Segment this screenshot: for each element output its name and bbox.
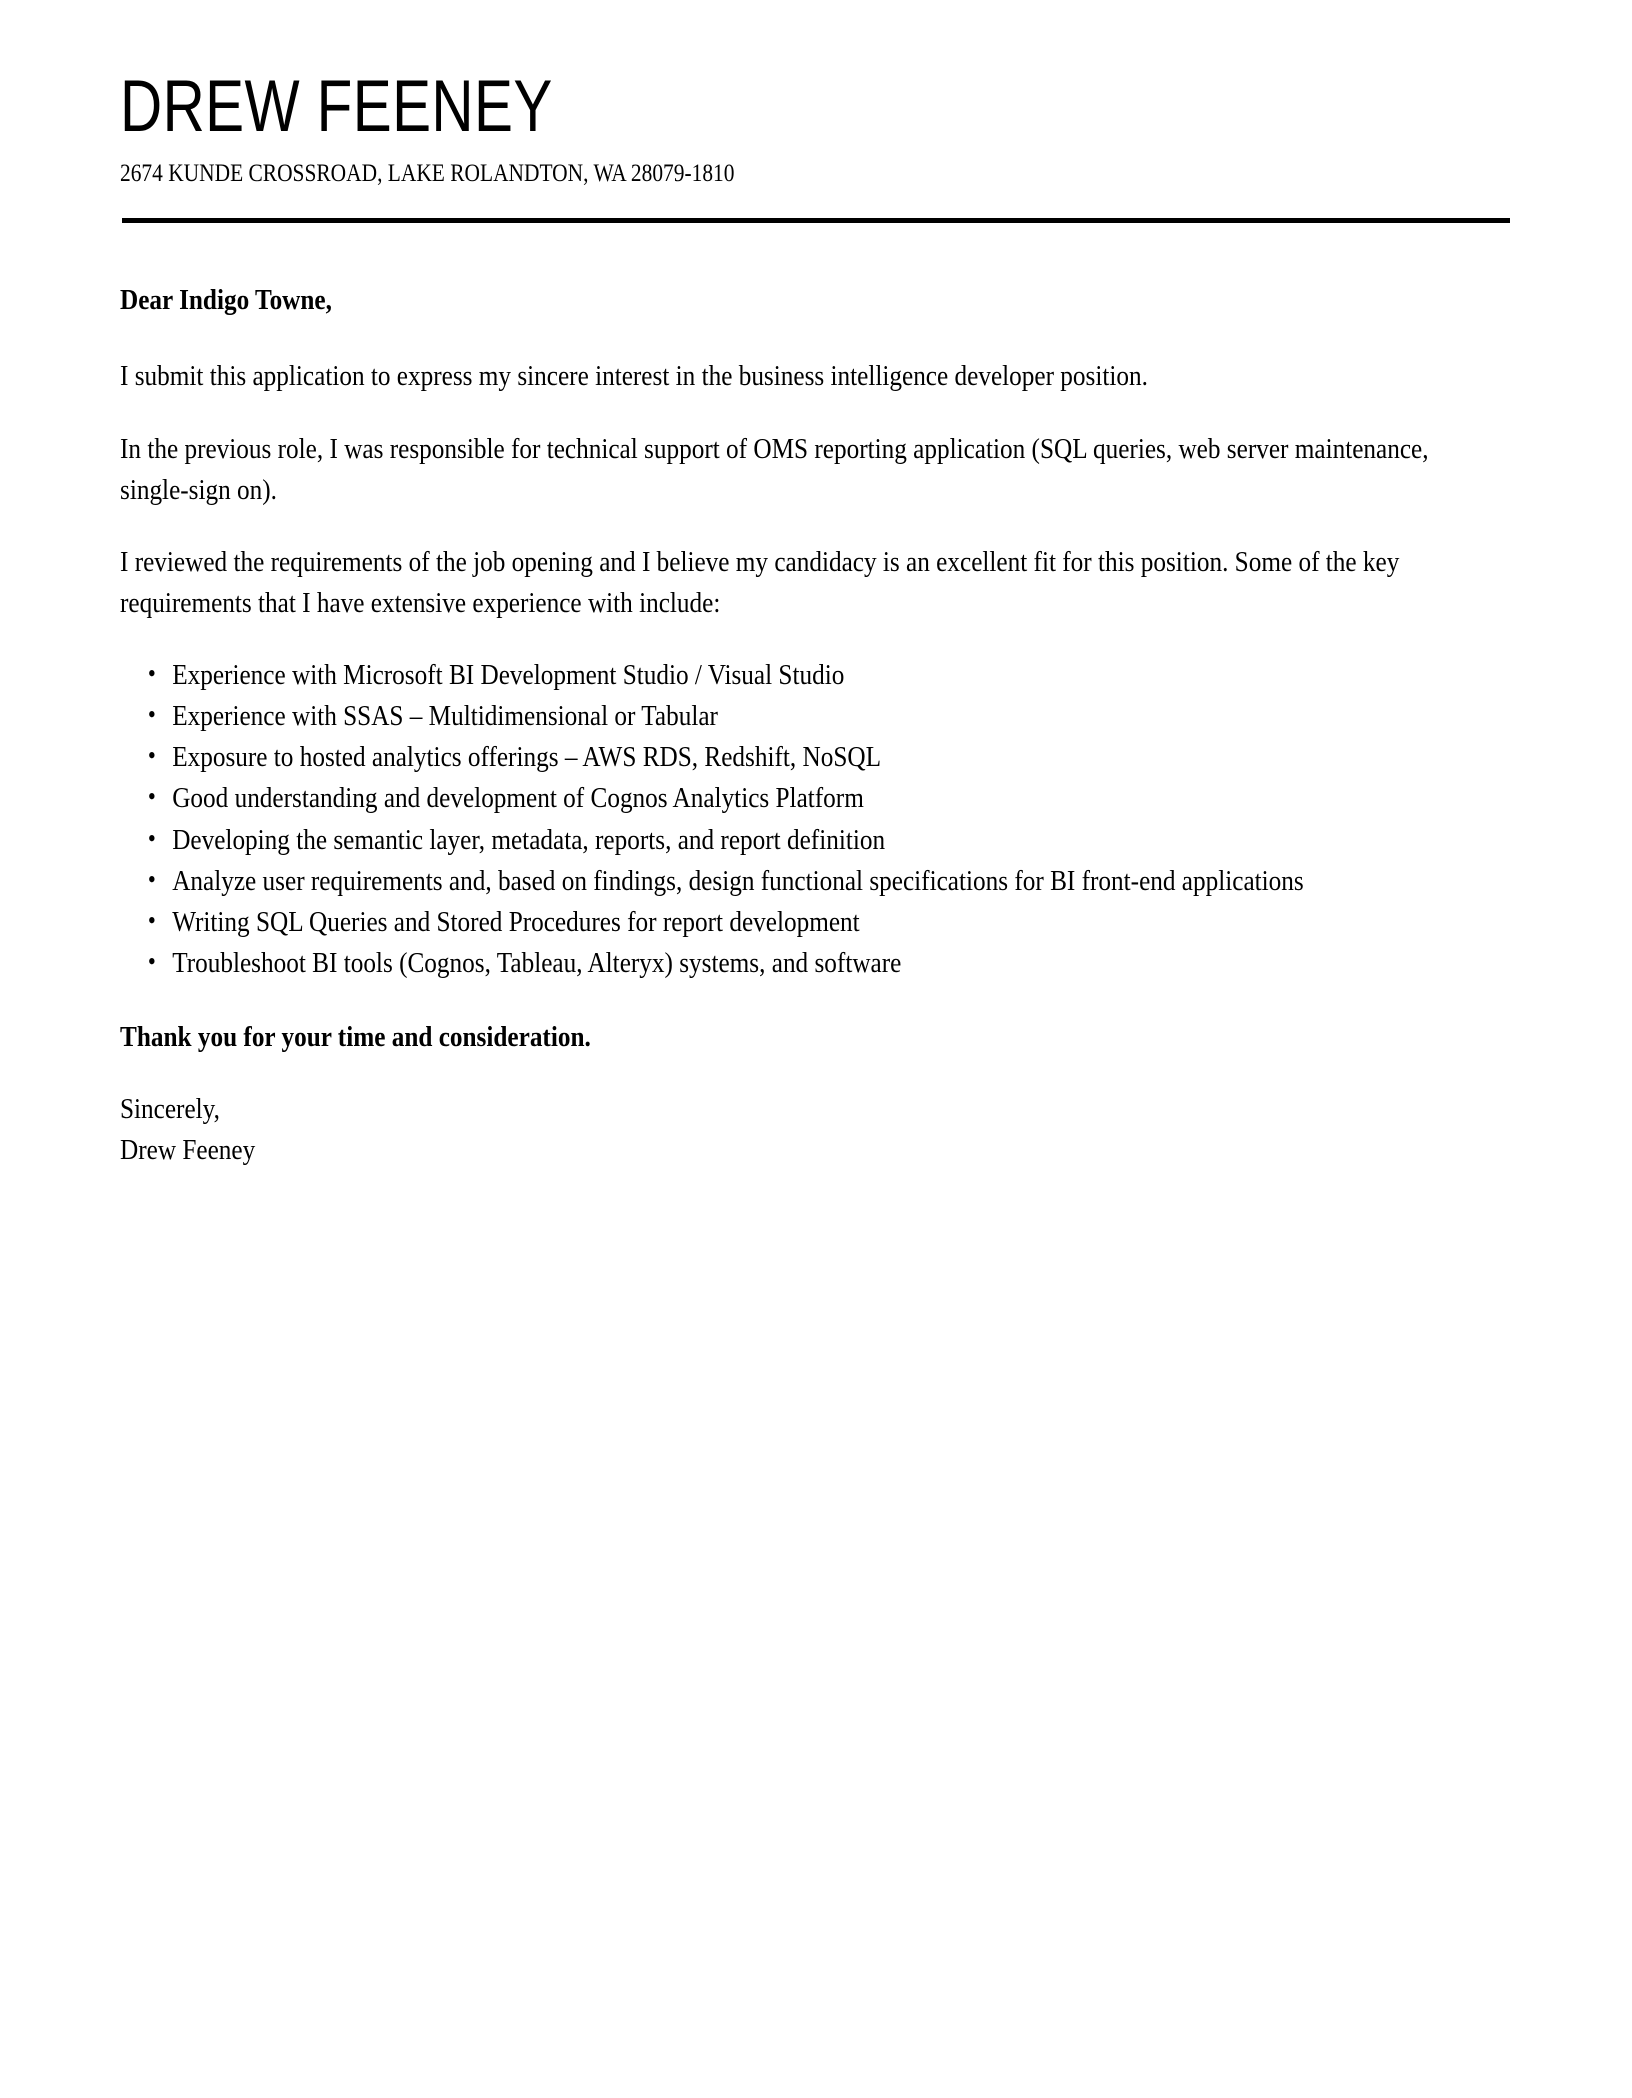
applicant-address: 2674 KUNDE CROSSROAD, LAKE ROLANDTON, WA 28079-1810: [120, 158, 735, 188]
list-item: • Troubleshoot BI tools (Cognos, Tableau, Alteryx) systems, and software: [172, 943, 1528, 983]
signature-block: [120, 1089, 1476, 1171]
letterhead: [120, 66, 1512, 189]
body-paragraph-3: I reviewed the requirements of the job opening and I believe my candidacy is an excellent fit for this position. Some of the key requirements that I have extensive experience with include:: [120, 546, 1400, 619]
header-divider-rule: [122, 218, 1510, 223]
list-item: • Good understanding and development of Cognos Analytics Platform: [172, 778, 1528, 818]
list-item: • Writing SQL Queries and Stored Procedures for report development: [172, 902, 1528, 942]
closing-statement: Thank you for your time and consideration.: [120, 1020, 591, 1053]
letter-body: [120, 281, 1475, 1171]
body-paragraph-2: In the previous role, I was responsible for technical support of OMS reporting application (SQL queries, web server maintenance, single-sign on).: [120, 433, 1429, 506]
list-item: • Experience with SSAS – Multidimensional or Tabular: [172, 696, 1528, 736]
list-item: • Experience with Microsoft BI Development Studio / Visual Studio: [172, 655, 1528, 695]
salutation: Dear Indigo Towne,: [120, 284, 332, 317]
signoff-name: Drew Feeney: [120, 1134, 256, 1167]
signoff-salutation: Sincerely,: [120, 1093, 220, 1126]
body-paragraph-1: I submit this application to express my sincere interest in the business intelligence developer position.: [120, 360, 1148, 393]
list-item: • Exposure to hosted analytics offerings – AWS RDS, Redshift, NoSQL: [172, 737, 1528, 777]
list-item: • Developing the semantic layer, metadata, reports, and report definition: [172, 820, 1528, 860]
qualifications-list: [120, 655, 1528, 982]
applicant-name: DREW FEENEY: [120, 66, 553, 147]
list-item: • Analyze user requirements and, based on findings, design functional specifications for BI front-end applications: [172, 861, 1528, 901]
